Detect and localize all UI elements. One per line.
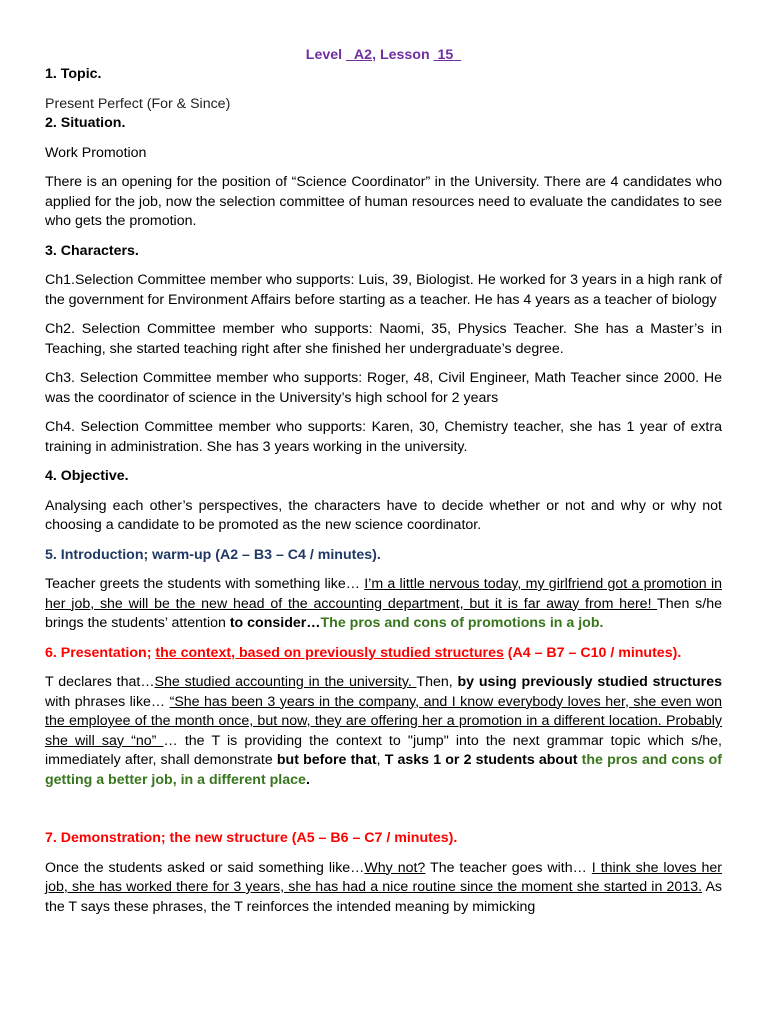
level-value	[346, 47, 372, 63]
pres-t4: … the T is providing the context to "jump" into the next grammar topic which s/he, immediately after, shall demonstrate	[45, 732, 722, 768]
objective-text: Analysing each other’s perspectives, the characters have to decide whether or not and why or why not choosing a candidate to be promoted as the new science coordinator.	[45, 497, 722, 533]
pres-t2: Then,	[416, 674, 458, 690]
demo-t3: As the T says these phrases, the T reinforces the intended meaning by mimicking	[45, 879, 723, 915]
situation-subtitle: Work Promotion	[45, 144, 147, 161]
level-value-text: A2	[353, 47, 373, 63]
situation-heading: 2. Situation.	[45, 115, 126, 131]
topic-text: Present Perfect (For & Since)	[45, 95, 231, 112]
document-page	[45, 46, 722, 917]
character-2: Ch2. Selection Committee member who supports: Naomi, 35, Physics Teacher. She has a Master’s in Teaching, she started teaching right after she finished her undergraduate’s degree.	[45, 321, 722, 357]
character-4: Ch4. Selection Committee member who supports: Karen, 30, Chemistry teacher, she has 1 year of extra training in administration. She has 3 years working in the university.	[45, 419, 722, 455]
intro-bold: to consider…	[229, 615, 321, 631]
pres-b2: but before that	[276, 752, 377, 768]
pres-b3: T asks 1 or 2 students about	[384, 752, 578, 768]
presentation-heading-underlined: the context, based on previously studied structures	[155, 644, 504, 661]
pres-t1: T declares that…	[45, 674, 155, 690]
pres-t3: with phrases like…	[45, 693, 170, 710]
intro-mid: Then s/he brings the students’ attention	[45, 595, 722, 631]
demo-t2: The teacher goes with…	[425, 859, 592, 876]
pres-u1: She studied accounting in the university.	[154, 674, 417, 690]
objective-heading: 4. Objective.	[45, 468, 129, 484]
character-1: Ch1.Selection Committee member who supports: Luis, 39, Biologist. He worked for 3 years in a high rank of the government for Environment Affairs before starting as a teacher. He has 4 years as a teacher of biology	[45, 272, 722, 308]
demo-u2: I think she loves her job, she has worked there for 3 years, she has had a nice routine since the moment she started in 2013.	[45, 859, 723, 895]
lesson-title	[45, 46, 722, 65]
demonstration-heading: 7. Demonstration; the new structure (A5 – B6 – C7 / minutes).	[45, 830, 458, 846]
intro-quote: I’m a little nervous today, my girlfriend got a promotion in her job, she will be the new head of the accounting department, but it is far away from here!	[45, 576, 722, 612]
demo-t1: Once the students asked or said something like…	[45, 859, 365, 876]
level-label: Level	[305, 47, 343, 63]
lesson-value	[434, 47, 462, 63]
presentation-heading-b: (A4 – B7 – C10 / minutes).	[503, 644, 682, 661]
intro-green: The pros and cons of promotions in a job.	[320, 615, 604, 631]
intro-lead: Teacher greets the students with something like…	[45, 576, 365, 592]
characters-heading: 3. Characters.	[45, 242, 139, 259]
presentation-heading-a: 6. Presentation;	[45, 644, 156, 661]
lesson-value-text: 15	[437, 47, 454, 63]
situation-text: There is an opening for the position of “Science Coordinator” in the University. There are 4 candidates who applied for the job, now the selection committee of human resources need to evaluate the candidates to see who gets the promotion.	[45, 174, 722, 229]
pres-t5: ,	[376, 752, 385, 768]
lesson-label: , Lesson	[372, 47, 430, 63]
demonstration-text	[45, 859, 722, 918]
presentation-heading	[45, 644, 722, 664]
presentation-text	[45, 673, 722, 790]
introduction-heading: 5. Introduction; warm-up (A2 – B3 – C4 / minutes).	[45, 546, 381, 563]
pres-end: .	[305, 771, 310, 788]
pres-u2: “She has been 3 years in the company, and I know everybody loves her, she even won the employee of the month once, but now, they are offering her a promotion in a different location. Probably she will say “no”	[45, 693, 722, 749]
pres-b1: by using previously studied structures	[457, 674, 722, 690]
character-3: Ch3. Selection Committee member who supports: Roger, 48, Civil Engineer, Math Teacher since 2000. He was the coordinator of science in the University’s high school for 2 years	[45, 370, 722, 406]
pres-green: the pros and cons of getting a better job, in a different place	[45, 752, 722, 788]
demo-u1: Why not?	[364, 859, 426, 876]
introduction-text	[45, 575, 722, 634]
topic-heading: 1. Topic.	[45, 66, 102, 82]
